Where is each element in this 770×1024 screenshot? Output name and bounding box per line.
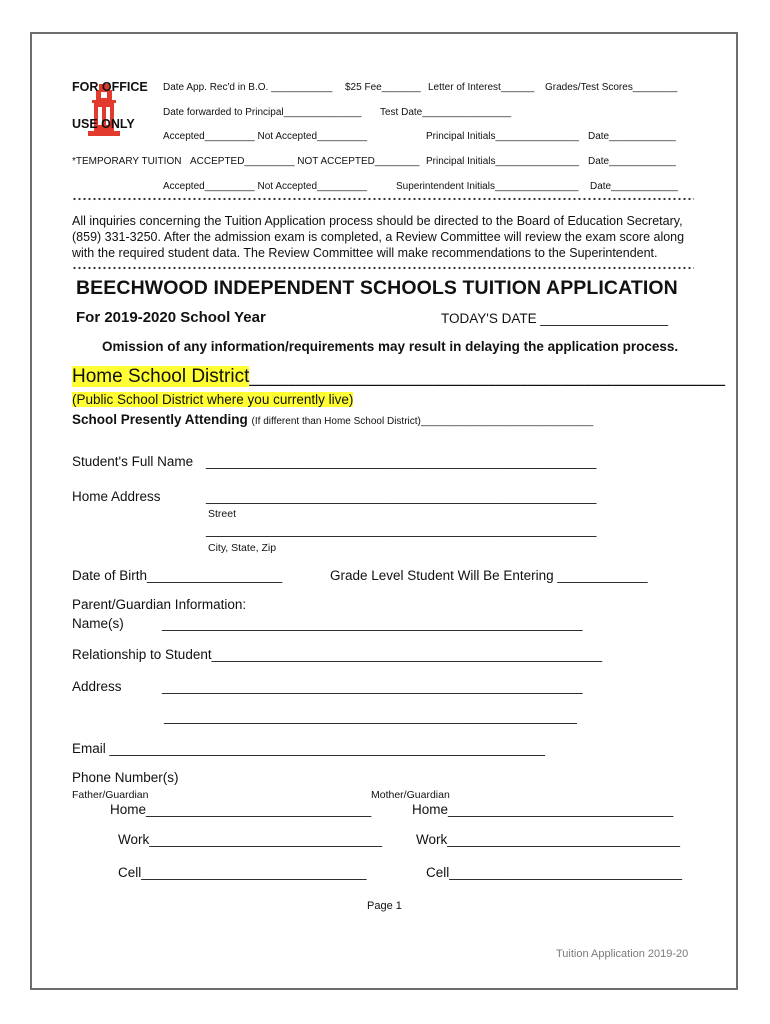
use-only-label: USE ONLY: [72, 117, 135, 131]
superintendent-accepted-field[interactable]: Accepted_________ Not Accepted_________: [163, 181, 368, 192]
page-number: Page 1: [367, 900, 402, 912]
letter-of-interest-field[interactable]: Letter of Interest______: [428, 82, 535, 93]
home-address-street-field[interactable]: ____________________________________________________: [206, 489, 597, 504]
home-district-label: Home School District: [72, 366, 250, 387]
dotted-divider: [72, 197, 694, 201]
date-forwarded-field[interactable]: Date forwarded to Principal______________: [163, 107, 362, 118]
father-cell-phone-field[interactable]: Cell______________________________: [118, 865, 367, 880]
superintendent-initials-field[interactable]: Superintendent Initials_______________: [396, 181, 579, 192]
home-address-label: Home Address: [72, 489, 161, 504]
father-guardian-label: Father/Guardian: [72, 789, 149, 801]
accepted-not-accepted-field[interactable]: Accepted_________ Not Accepted_________: [163, 131, 368, 142]
school-year: For 2019-2020 School Year: [76, 309, 266, 326]
street-caption: Street: [208, 508, 237, 520]
parent-address-field-2[interactable]: _______________________________________________________: [164, 709, 577, 724]
father-home-phone-field[interactable]: Home______________________________: [110, 802, 372, 817]
mother-cell-phone-field[interactable]: Cell_______________________________: [426, 865, 683, 880]
footer-text: Tuition Application 2019-20: [556, 948, 689, 960]
parent-address-field-1[interactable]: ________________________________________________________: [162, 679, 583, 694]
test-date-field[interactable]: Test Date________________: [380, 107, 512, 118]
temporary-tuition-label: *TEMPORARY TUITION: [72, 156, 182, 167]
todays-date-field[interactable]: TODAY'S DATE _________________: [441, 311, 668, 326]
for-office-label: FOR OFFICE: [72, 80, 148, 94]
home-district-row[interactable]: [72, 366, 725, 388]
parent-names-label: Name(s): [72, 616, 124, 631]
form-title: BEECHWOOD INDEPENDENT SCHOOLS TUITION APPLICATION: [76, 277, 678, 299]
home-district-note-text: (Public School District where you currently live): [72, 392, 354, 407]
phone-numbers-label: Phone Number(s): [72, 770, 179, 785]
mother-work-phone-field[interactable]: Work_______________________________: [416, 832, 681, 847]
grades-test-scores-field[interactable]: Grades/Test Scores________: [545, 82, 678, 93]
present-school-label: School Presently Attending: [72, 412, 248, 427]
temporary-principal-initials-field[interactable]: Principal Initials_______________: [426, 156, 579, 167]
superintendent-date-field[interactable]: Date____________: [590, 181, 678, 192]
mother-home-phone-field[interactable]: Home______________________________: [412, 802, 674, 817]
present-school-note[interactable]: (If different than Home School District)_______________________________: [251, 416, 594, 427]
student-name-label: Student's Full Name: [72, 454, 194, 469]
date-of-birth-field[interactable]: Date of Birth__________________: [72, 568, 283, 583]
email-field[interactable]: Email __________________________________________________________: [72, 741, 545, 756]
present-school-row[interactable]: [72, 412, 593, 427]
father-work-phone-field[interactable]: Work_______________________________: [118, 832, 383, 847]
student-name-field[interactable]: ____________________________________________________: [206, 454, 597, 469]
relationship-field[interactable]: Relationship to Student____________________________________________________: [72, 647, 603, 662]
temporary-date-field[interactable]: Date____________: [588, 156, 676, 167]
parent-address-label: Address: [72, 679, 122, 694]
parent-info-label: Parent/Guardian Information:: [72, 597, 247, 612]
principal-date-field[interactable]: Date____________: [588, 131, 676, 142]
inquiry-paragraph: All inquiries concerning the Tuition Application process should be directed to the Board of Education Secretary, (859) 331-3250. After the admission exam is completed, a Review Committee will review the exam score along with the required student data. The Review Committee will make recommendations to the Superintendent.: [72, 214, 685, 260]
fee-field[interactable]: $25 Fee_______: [345, 82, 421, 93]
home-district-line[interactable]: _____________________________________________: [249, 366, 725, 387]
grade-level-field[interactable]: Grade Level Student Will Be Entering ____________: [330, 568, 648, 583]
temporary-accepted-field[interactable]: ACCEPTED_________ NOT ACCEPTED________: [190, 156, 420, 167]
home-district-note: [72, 392, 353, 407]
parent-names-field[interactable]: ________________________________________________________: [162, 616, 583, 631]
home-address-city-field[interactable]: ____________________________________________________: [206, 522, 597, 537]
principal-initials-field[interactable]: Principal Initials_______________: [426, 131, 579, 142]
mother-guardian-label: Mother/Guardian: [371, 789, 450, 801]
city-state-zip-caption: City, State, Zip: [208, 542, 277, 554]
omission-notice: Omission of any information/requirements may result in delaying the application process.: [102, 339, 679, 354]
dotted-divider: [72, 266, 694, 270]
date-received-field[interactable]: Date App. Rec'd in B.O. ___________: [163, 82, 333, 93]
